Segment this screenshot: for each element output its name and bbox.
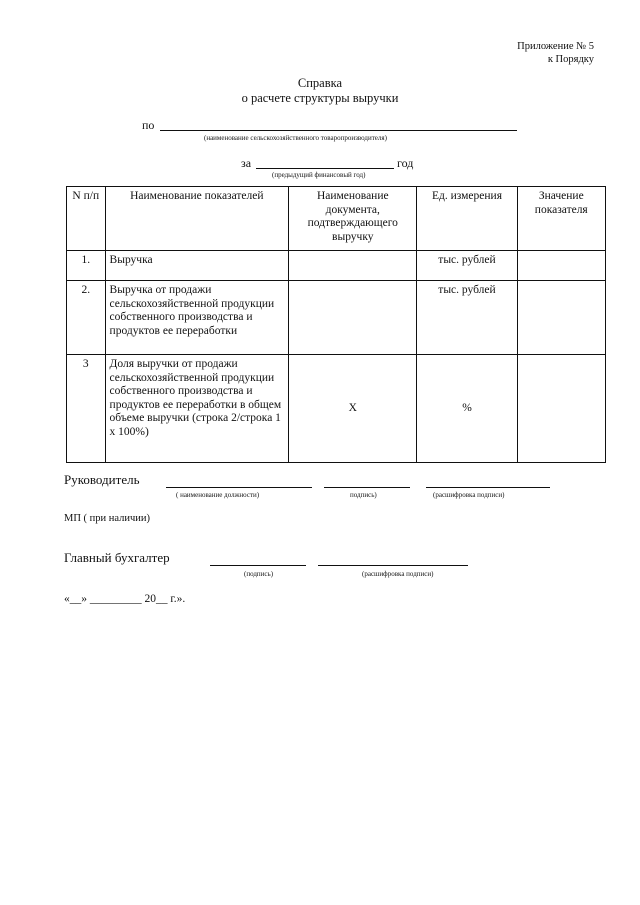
head-signature-line[interactable] [324,487,410,488]
head-decode-line[interactable] [426,487,550,488]
producer-name-line[interactable] [160,130,517,131]
header-num: N п/п [67,187,106,251]
head-label: Руководитель [64,472,140,487]
row-2-document[interactable] [289,281,417,355]
head-position-caption: ( наименование должности) [176,491,260,499]
row-3-document: X [289,355,417,463]
date-line: «__» _________ 20__ г.». [64,593,186,605]
table-row [67,281,606,355]
row-1-name: Выручка [105,251,289,281]
row-1-unit: тыс. рублей [417,251,517,281]
chief-accountant-label: Главный бухгалтер [64,550,170,565]
year-label: год [397,156,414,170]
header-value: Значение показателя [517,187,605,251]
revenue-structure-table [66,186,606,463]
row-3-name: Доля выручки от продажи сельскохозяйственной продукции собственного производства и продуктов ее переработки в общем объеме выручки (строка 2/строка 1 x 100%) [105,355,289,463]
row-1-num: 1. [67,251,106,281]
row-3-unit: % [417,355,517,463]
row-3-value[interactable] [517,355,605,463]
row-2-unit: тыс. рублей [417,281,517,355]
year-caption: (предыдущий финансовый год) [272,171,366,179]
title-line-2: о расчете структуры выручки [241,91,399,105]
document-title [0,76,640,106]
table-header-row [67,187,606,251]
appendix-note [517,40,594,66]
row-2-value[interactable] [517,281,605,355]
head-decode-caption: (расшифровка подписи) [433,491,505,499]
row-1-value[interactable] [517,251,605,281]
year-line[interactable] [256,168,394,169]
table-row [67,355,606,463]
header-unit: Ед. измерения [417,187,517,251]
appendix-line-2: к Порядку [547,54,594,65]
header-name: Наименование показателей [105,187,289,251]
table-row [67,251,606,281]
accountant-decode-caption: (расшифровка подписи) [362,570,434,578]
head-position-line[interactable] [166,487,312,488]
row-1-document[interactable] [289,251,417,281]
row-2-name: Выручка от продажи сельскохозяйственной продукции собственного производства и продуктов ее переработки [105,281,289,355]
accountant-signature-line[interactable] [210,565,306,566]
appendix-line-1: Приложение № 5 [517,41,594,52]
row-2-num: 2. [67,281,106,355]
by-label: по [142,118,155,132]
header-document: Наименование документа, подтверждающего выручку [289,187,417,251]
accountant-signature-caption: (подпись) [244,570,274,578]
producer-name-caption: (наименование сельскохозяйственного товаропроизводителя) [204,134,387,142]
for-label: за [241,156,252,170]
row-3-num: 3 [67,355,106,463]
head-signature-caption: подпись) [350,491,377,499]
title-line-1: Справка [297,76,343,90]
accountant-decode-line[interactable] [318,565,468,566]
stamp-note: МП ( при наличии) [64,513,151,524]
